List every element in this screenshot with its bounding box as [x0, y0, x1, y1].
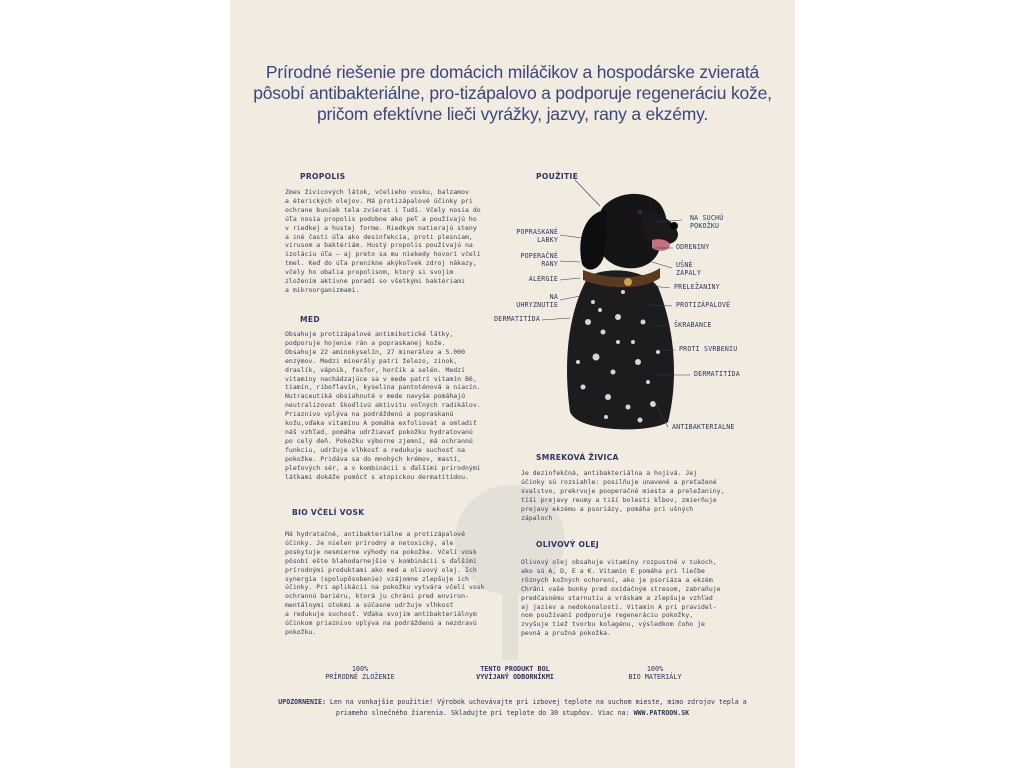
zivica-text: Je dezinfekčná, antibakteriálna a hojivá. Jej účinky sú rozsiahle: posilňuje unavené a preťažené svalstvo, prekrvuje pooperačné miesta a preležaniny, tíši prejavy reumy a tiší bolesti kĺbov, zmierňuje prejavy ekzému a psoriázy, pomáha pri ušných zápaloch	[521, 469, 725, 522]
product-info-sheet	[230, 0, 795, 768]
med-title: MED	[300, 315, 320, 324]
usage-label-antibakterialne: ANTIBAKTERIÁLNE	[672, 423, 735, 431]
footer-bio-materials: 100% BIO MATERIÁLY	[628, 665, 682, 681]
footer-natural-composition: 100% PRÍRODNÉ ZLOŽENIE	[325, 665, 395, 681]
usage-label-skrabance: ŠKRABANCE	[674, 321, 712, 329]
usage-label-prelezaniny: PRELEŽANINY	[674, 283, 720, 291]
dog-illustration	[548, 182, 686, 440]
usage-label-na-uhryznutie: NA UHRYZNUTIE	[516, 293, 558, 309]
usage-label-usne-zapaly: UŠNÉ ZÁPALY	[676, 261, 702, 277]
usage-label-poperacne-rany: POPERAČNÉ RANY	[520, 252, 558, 268]
warning-text: Len na vonkajšie použitie! Výrobok uchovávajte pri izbovej teplote na suchom mieste, mimo zdrojov tepla a priameho slnečného žiarenia. Skladujte pri teplote do 30 stupňov. Viac na:	[325, 698, 747, 717]
olej-text: Olivový olej obsahuje vitamíny rozpustné v tukoch, ako sú A, D, E a K. Vitamín E pomáha pri liečbe rôznych kožných ochorení, ako je psoriáza a ekzém Chráni vaše bunky pred oxidačným stresom, zabraňuje predčasnému starnutiu a vráskam a zlepšuje vzhľad aj jaziev a nedokonalostí. Vitamín A pri pravidel- nom používaní podporuje regeneráciu pokožky, zvyšuje tiež tvorbu kolagénu, výsledkom čoho je pevná a pružná pokožka.	[521, 558, 721, 638]
usage-title: POUŽITIE	[536, 172, 579, 181]
usage-label-odreniny: ODRENINY	[676, 243, 710, 251]
med-text: Obsahuje protizápalové antimikotické látky, podporuje hojenie rán a popraskanej kože. Obsahuje 22 aminokyselín, 27 minerálov a 5.000 enzýmov. Medzi minerály patrí železo, zinok, draslík, vápnik, fosfor, horčík a selén. Medzi vitamíny nachádzajúce sa v mede patrí vitamín B6, tiamín, riboflavín, kyselina pantoténová a niacín. Nutraceutiká obsiahnuté v mede navyše pomáhajú neutralizovat škodlivú aktivitu voľných radikálov. Priaznivo vplýva na podráždenú a popraskanú kožu,vďaka vitamínu A pomáha exfoliovat a omladiť náš vzhľad, pomáha udržiavať pokožku hydratovanú po celý deň. Pokožku výborne zjemní, má ochrannú funkciu, udržuje vlhkosť a redukuje suchosť na pokožke. Pridáva sa do mnohých krémov, mastí, pleťových sér, a v kombinácii s ďalšími prírodnými látkami dokáže pomôcť s atopickou dermatitídou.	[285, 330, 481, 481]
footer-developed-by-experts: TENTO PRODUKT BOL VYVÍJANÝ ODBORNÍKMI	[476, 665, 554, 681]
vosk-title: BIO VČELÍ VOSK	[292, 508, 365, 517]
usage-label-proti-svrbeniu: PROTI SVRBENIU	[679, 345, 738, 353]
warning-label: UPOZORNENIE:	[278, 698, 326, 706]
olej-title: OLIVOVÝ OLEJ	[536, 540, 600, 549]
warning-note	[270, 697, 755, 719]
propolis-title: PROPOLIS	[300, 172, 346, 181]
usage-label-protizapalove: PROTIZÁPALOVÉ	[676, 301, 731, 309]
usage-label-na-suchu-pokozku: NA SUCHÚ POKOŽKU	[690, 214, 724, 230]
website-link[interactable]: WWW.PATROON.SK	[633, 709, 690, 717]
zivica-title: SMREKOVÁ ŽIVICA	[536, 453, 619, 462]
usage-label-dermatitida-left: DERMATITÍDA	[494, 315, 540, 323]
propolis-text: Zmes živicových látok, včelieho vosku, balzamov a éterických olejov. Má protizápalové účinky pri ochrane buniek tela zvierat i ľudí. Včely nosia do úľa nosia propolis podobne ako peľ a používajú ho v riedkej a hustej forme. Riedkym natierajú steny a iné časti úľa ako desinfekcia, proti plesniam, vírusom a baktériám. Hustý propolis používajú na izoláciu úľa – aj preto sa mu niekedy hovorí včelí tmel. Keď do úľa prenikne akýkoľvek zdroj nákazy, včely ho obalia propolisom, ktorý si svojim zložením aktívne poradí so všetkými baktériami a mikroorganizmami.	[285, 188, 481, 294]
usage-label-popraskane-labky: POPRASKANÉ LABKY	[516, 228, 558, 244]
vosk-text: Má hydratačné, antibakteriálne a protizápalové účinky. Je nielen prírodný a netoxický, ale poskytuje nesmierne výhody na pokožke. Včelí vosk pôsobí ešte blahodarnejšie v kombinácii s ďalšími prírodnými produktami ako med a olivový olej. Ich synergia (spolupôsobenie) vzájomne zlepšuje ich účinky. Pri aplikácii na pokožku vytvára včelí vosk ochrannú bariéru, ktorá ju chráni pred environ- mentálnymi útokmi a súčasne udržuje vlhkosť a redukuje suchosť. Vďaka svojim antibakteriálnym účinkom priaznivo vplýva na podráždenú a nezdravú pokožku.	[285, 530, 485, 636]
usage-label-dermatitida-right: DERMATITÍDA	[694, 370, 740, 378]
headline: Prírodné riešenie pre domácich miláčikov a hospodárske zvieratá pôsobí antibakteriálne, pro-tizápalovo a podporuje regeneráciu kože, pričom efektívne lieči vyrážky, jazvy, rany a ekzémy.	[253, 62, 772, 124]
usage-label-alergie: ALERGIE	[528, 275, 558, 283]
